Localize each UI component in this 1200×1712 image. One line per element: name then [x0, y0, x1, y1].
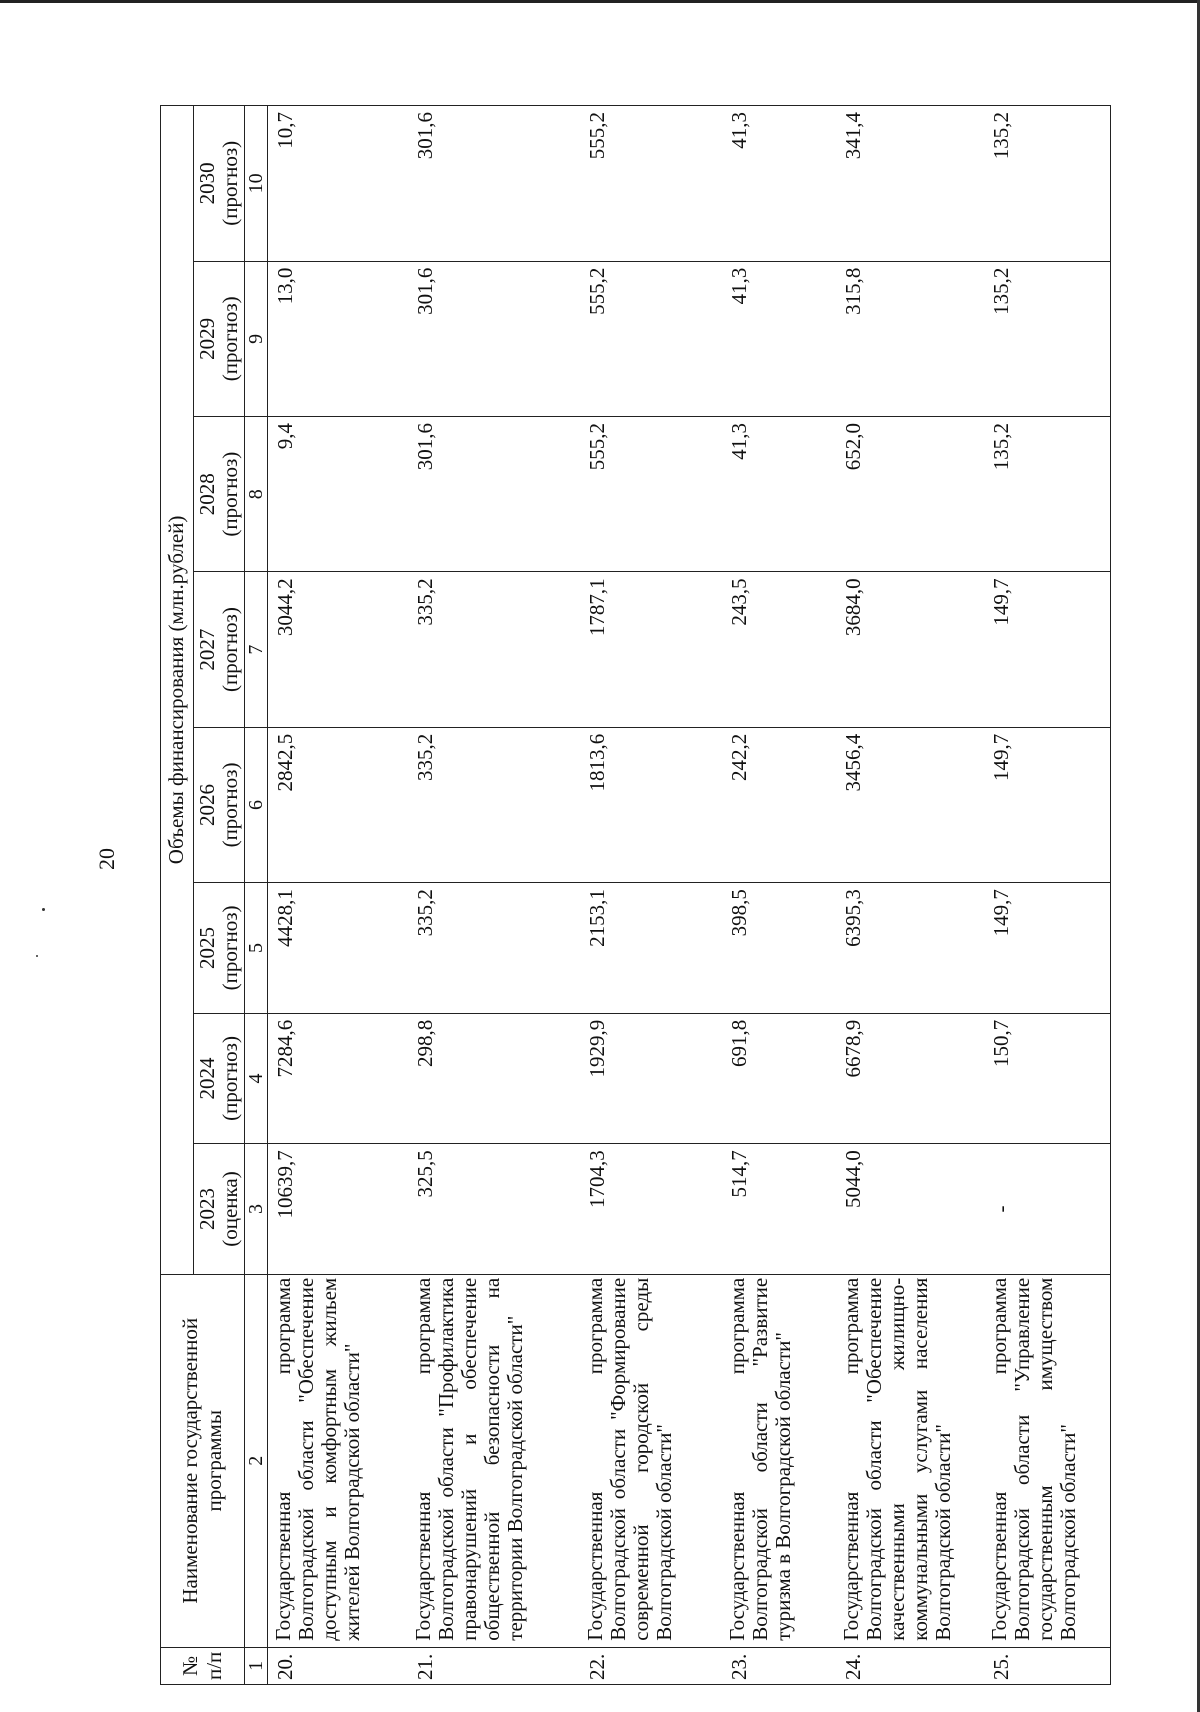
table-row: [268, 106, 409, 1685]
column-number: 2: [245, 1274, 268, 1647]
value-2027: 3044,2: [268, 572, 409, 727]
row-index: 22.: [580, 1647, 722, 1684]
value-2026: 242,2: [722, 727, 836, 882]
program-name: Государственная программа Волгоградской области "Обеспечение качественными жилищно-коммунальными услугами населения Волгоградской области": [836, 1274, 984, 1647]
value-2023: 5044,0: [836, 1144, 984, 1275]
column-number: 7: [245, 572, 268, 727]
value-2024: 691,8: [722, 1013, 836, 1144]
value-2025: 398,5: [722, 883, 836, 1014]
table-row: [580, 106, 722, 1685]
scan-edge-top: [0, 0, 1200, 3]
table-row: [984, 106, 1111, 1685]
value-2028: 652,0: [836, 417, 984, 572]
value-2027: 335,2: [408, 572, 580, 727]
header-program-name: Наименование государственной программы: [161, 1274, 245, 1647]
value-2028: 135,2: [984, 417, 1111, 572]
value-2026: 2842,5: [268, 727, 409, 882]
header-index: № п/п: [161, 1647, 245, 1684]
table-row: [836, 106, 984, 1685]
value-2028: 301,6: [408, 417, 580, 572]
column-number: 5: [245, 883, 268, 1014]
value-2023: 325,5: [408, 1144, 580, 1275]
page-number: 20: [94, 848, 119, 870]
program-name: Государственная программа Волгоградской области "Обеспечение доступным и комфортным жильем жителей Волгоградской области": [268, 1274, 409, 1647]
value-2027: 3684,0: [836, 572, 984, 727]
header-year: 2027 (прогноз): [194, 572, 245, 727]
header-year: 2028 (прогноз): [194, 417, 245, 572]
value-2025: 4428,1: [268, 883, 409, 1014]
column-number: 9: [245, 261, 268, 416]
column-number: 1: [245, 1647, 268, 1684]
header-year: 2025 (прогноз): [194, 883, 245, 1014]
value-2026: 149,7: [984, 727, 1111, 882]
value-2026: 335,2: [408, 727, 580, 882]
value-2024: 298,8: [408, 1013, 580, 1144]
header-year: 2029 (прогноз): [194, 261, 245, 416]
value-2024: 1929,9: [580, 1013, 722, 1144]
value-2028: 9,4: [268, 417, 409, 572]
value-2024: 150,7: [984, 1013, 1111, 1144]
table-row: [722, 106, 836, 1685]
value-2027: 149,7: [984, 572, 1111, 727]
value-2030: 135,2: [984, 106, 1111, 262]
value-2025: 149,7: [984, 883, 1111, 1014]
value-2023: 1704,3: [580, 1144, 722, 1275]
value-2028: 555,2: [580, 417, 722, 572]
row-index: 21.: [408, 1647, 580, 1684]
value-2030: 301,6: [408, 106, 580, 262]
header-financing-volumes: Объемы финансирования (млн.рублей): [161, 106, 194, 1275]
program-name: Государственная программа Волгоградской области "Управление государственным имуществом Волгоградской области": [984, 1274, 1111, 1647]
rotated-table-container: [160, 105, 1081, 1685]
value-2029: 301,6: [408, 261, 580, 416]
value-2025: 2153,1: [580, 883, 722, 1014]
row-index: 20.: [268, 1647, 409, 1684]
value-2023: 10639,7: [268, 1144, 409, 1275]
value-2027: 1787,1: [580, 572, 722, 727]
header-year: 2024 (прогноз): [194, 1013, 245, 1144]
column-number: 10: [245, 106, 268, 262]
column-number: 6: [245, 727, 268, 882]
value-2027: 243,5: [722, 572, 836, 727]
value-2029: 135,2: [984, 261, 1111, 416]
value-2030: 555,2: [580, 106, 722, 262]
value-2029: 315,8: [836, 261, 984, 416]
value-2023: -: [984, 1144, 1111, 1275]
value-2024: 7284,6: [268, 1013, 409, 1144]
value-2030: 341,4: [836, 106, 984, 262]
program-name: Государственная программа Волгоградской области "Развитие туризма в Волгоградской области": [722, 1274, 836, 1647]
value-2030: 41,3: [722, 106, 836, 262]
column-number: 8: [245, 417, 268, 572]
value-2025: 6395,3: [836, 883, 984, 1014]
value-2026: 1813,6: [580, 727, 722, 882]
program-name: Государственная программа Волгоградской области "Профилактика правонарушений и обеспечение общественной безопасности на территории Волгоградской области": [408, 1274, 580, 1647]
value-2024: 6678,9: [836, 1013, 984, 1144]
value-2029: 555,2: [580, 261, 722, 416]
column-number: 4: [245, 1013, 268, 1144]
scan-speck: [36, 955, 38, 957]
program-name: Государственная программа Волгоградской области "Формирование современной городской среды Волгоградской области": [580, 1274, 722, 1647]
header-year: 2023 (оценка): [194, 1144, 245, 1275]
value-2029: 41,3: [722, 261, 836, 416]
value-2026: 3456,4: [836, 727, 984, 882]
value-2028: 41,3: [722, 417, 836, 572]
column-number: 3: [245, 1144, 268, 1275]
value-2030: 10,7: [268, 106, 409, 262]
financing-table: [160, 105, 1111, 1685]
header-year: 2030 (прогноз): [194, 106, 245, 262]
value-2029: 13,0: [268, 261, 409, 416]
row-index: 24.: [836, 1647, 984, 1684]
row-index: 25.: [984, 1647, 1111, 1684]
scan-speck: [42, 908, 45, 911]
row-index: 23.: [722, 1647, 836, 1684]
table-row: [408, 106, 580, 1685]
value-2023: 514,7: [722, 1144, 836, 1275]
header-year: 2026 (прогноз): [194, 727, 245, 882]
value-2025: 335,2: [408, 883, 580, 1014]
